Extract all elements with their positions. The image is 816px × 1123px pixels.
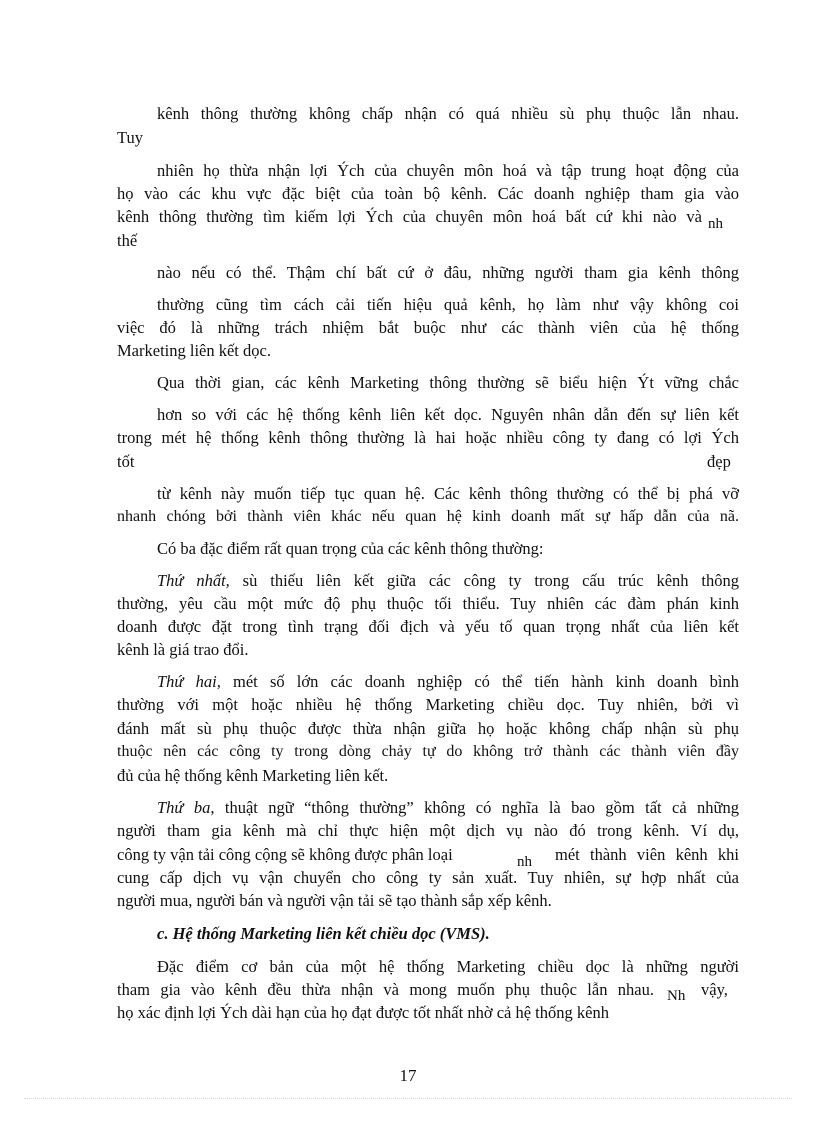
text-line: [157, 569, 739, 593]
text-line: đẹp: [707, 452, 731, 471]
page-divider: [24, 1098, 792, 1099]
text-line: kênh thông thường tìm kiếm lợi Ých của chuyên môn hoá bất cứ khi nào và: [117, 207, 702, 226]
text-line: hơn so với các hệ thống kênh liên kết dọc. Nguyên nhân dẫn đến sự liên kết: [157, 405, 739, 424]
text-line: trong mét hệ thống kênh thông thường là hai hoặc nhiều công ty đang có lợi Ých: [117, 428, 739, 447]
text-line: nhanh chóng bởi thành viên khác nếu quan hệ kinh doanh mất sự hấp dẫn của nã.: [117, 508, 739, 525]
text-line: thế: [117, 231, 138, 250]
text-fragment: nh: [517, 854, 532, 870]
page-number: 17: [399, 1066, 417, 1085]
text-line: [157, 670, 739, 694]
text-line: thường với một hoặc nhiều hệ thống Marketing chiều dọc. Tuy nhiên, bởi vì: [117, 695, 739, 714]
text-line: cung cấp dịch vụ vận chuyển cho công ty sản xuất. Tuy nhiên, sự hợp nhất của: [117, 868, 739, 887]
text-line: việc đó là những trách nhiệm bắt buộc như các thành viên của hệ thống: [117, 318, 739, 337]
text-line: thường, yêu cầu một mức độ phụ thuộc tối thiểu. Tuy nhiên các đàm phán kinh: [117, 594, 739, 613]
text-line: Marketing liên kết dọc.: [117, 341, 271, 360]
text-line: thường cũng tìm cách cải tiến hiệu quả kênh, họ làm như vậy không coi: [157, 295, 739, 314]
text-line: Qua thời gian, các kênh Marketing thông thường sẽ biểu hiện Ýt vững chắc: [157, 373, 739, 392]
section-heading: c. Hệ thống Marketing liên kết chiều dọc (VMS).: [157, 924, 490, 943]
text-fragment: nh: [708, 216, 723, 232]
text-line: thuộc nên các công ty trong dòng chảy tự do không trở thành các thành viên đầy: [117, 743, 739, 760]
text-line: công ty vận tải công cộng sẽ không được phân loại: [117, 845, 453, 864]
text-line: nhiên họ thừa nhận lợi Ých của chuyên môn hoá và tập trung hoạt động của: [157, 161, 739, 180]
text-line: đủ của hệ thống kênh Marketing liên kết.: [117, 766, 389, 785]
text-line: đánh mất sù phụ thuộc được thừa nhận giữa họ hoặc không chấp nhận sù phụ: [117, 719, 739, 738]
text-line: người tham gia kênh mà chỉ thực hiện một dịch vụ nào đó trong kênh. Ví dụ,: [117, 821, 739, 840]
text-line: họ xác định lợi Ých dài hạn của họ đạt được tốt nhất nhờ cả hệ thống kênh: [117, 1003, 609, 1022]
text-line: mét thành viên kênh khi: [555, 845, 739, 864]
italic-lead: Thứ ba: [157, 798, 211, 817]
text-run: , thuật ngữ “thông thường” không có nghĩa là bao gồm tất cả những: [210, 798, 740, 817]
text-line: vậy,: [701, 980, 728, 999]
text-line: [157, 796, 739, 820]
text-line: họ vào các khu vực đặc biệt của toàn bộ kênh. Các doanh nghiệp tham gia vào: [117, 184, 739, 203]
text-fragment: Nh: [667, 988, 686, 1004]
text-line: tham gia vào kênh đều thừa nhận và mong muốn phụ thuộc lẫn nhau.: [117, 980, 654, 999]
text-line: kênh thông thường không chấp nhận có quá nhiều sù phụ thuộc lẫn nhau.: [157, 104, 739, 123]
text-line: Có ba đặc điểm rất quan trọng của các kênh thông thường:: [157, 539, 544, 558]
text-line: người mua, người bán và người vận tải sẽ tạo thành sắp xếp kênh.: [117, 891, 552, 910]
text-line: Tuy: [117, 128, 143, 147]
text-line: nào nếu có thể. Thậm chí bất cứ ở đâu, những người tham gia kênh thông: [157, 263, 739, 282]
italic-lead: Thứ nhất,: [157, 571, 230, 590]
text-run: sù thiếu liên kết giữa các công ty trong cấu trúc kênh thông: [229, 571, 739, 590]
text-line: tốt: [117, 452, 135, 471]
italic-lead: Thứ hai: [157, 672, 217, 691]
text-line: Đặc điểm cơ bản của một hệ thống Marketing chiều dọc là những người: [157, 957, 739, 976]
text-line: kênh là giá trao đổi.: [117, 640, 249, 659]
text-run: , mét số lớn các doanh nghiệp có thể tiến hành kinh doanh bình: [216, 672, 739, 691]
text-line: từ kênh này muốn tiếp tục quan hệ. Các kênh thông thường có thể bị phá vỡ: [157, 484, 739, 503]
text-line: doanh được đặt trong tình trạng đối địch và yếu tố quan trọng nhất của liên kết: [117, 617, 739, 636]
